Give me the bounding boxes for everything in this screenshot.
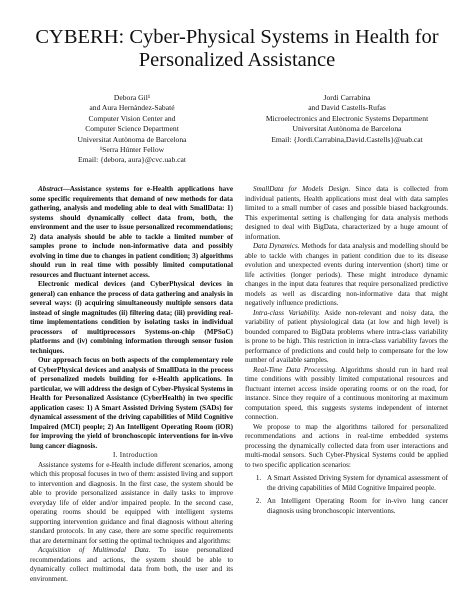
body-paragraph: Assistance systems for e-Health include different scenarios, among which this proposal focuses in two of them: assisted living and support to intervention and diagnosis. In the first case, the system should be able to provide personalized assistance in daily tasks to improve everyday life of elder and/or impaired people. In the second case, operating rooms should be equipped with intelligent systems supporting intervention guidance and final diagnosis without altering standard protocols. In any case, there are some specific requirements that are determinant for setting the optimal techniques and algorithms: bbox=[30, 460, 233, 545]
affiliation-line: Computer Vision Center and bbox=[88, 113, 176, 123]
application-list bbox=[245, 474, 448, 516]
paragraph-label: Data Dynamics. bbox=[253, 242, 300, 250]
author-line: and Aura Hernàndez-Sabaté bbox=[89, 103, 175, 113]
abstract-label: Abstract bbox=[38, 185, 63, 193]
affiliation-line: Universitat Autònoma de Barcelona bbox=[292, 124, 402, 134]
body-paragraph: We propose to map the algorithms tailored for personalized recommendations and actions in real-time embedded systems processing the dynamically collected data from user interactions and multi-modal sensors. Such Cyber-Physical Systems could be applied to two specific application scenarios: bbox=[245, 422, 448, 469]
paragraph-label: Real-Time Data Processing. bbox=[253, 365, 337, 374]
affiliation-line: Universitat Autònoma de Barcelona bbox=[77, 134, 187, 144]
list-item: 1. A Smart Assisted Driving System for dynamical assessment of the driving capabilities of Mild Cognitive Impaired people. bbox=[263, 474, 448, 493]
abstract-paragraph: Our approach focus on both aspects of the complementary role of CyberPhysical devices and analysis of SmallData in the process of personalized models building for e-Health applications. In particular, we will address the design of Cyber-Physical Systems in Health for Personalized Assistance (CyberHealth) in two specific application cases: 1) A Smart Assisted Driving System (SADs) for dynamical assessment of the driving capabilities of Mild Cognitive Impaired (MCI) people; 2) An Intelligent Operating Room (iOR) for improving the yield of bronchoscopic interventions for in-vivo lung cancer diagnosis. bbox=[30, 356, 233, 450]
abstract-paragraph: Electronic medical devices (and CyberPhysical devices in general) can enhance the process of data gathering and analysis in several ways: (i) acquiring simultaneously multiple sensors data instead of single magnitudes (ii) filtering data; (iii) providing real-time implementations condition by isolating tasks in individual processors of multiprocessors Systems-on-chip (MPSoC) platforms and (iv) combining information through sensor fusion techniques. bbox=[30, 280, 233, 355]
paragraph-label: Acquisition of Multimodal Data. bbox=[38, 546, 151, 554]
author-line: Jordi Carrabina bbox=[323, 93, 371, 102]
paragraph-text: To issue personalized recommendations and actions, the system should be able to dynamically collect multimodal data from both, the user and its environment. bbox=[30, 546, 234, 583]
left-column bbox=[30, 185, 233, 584]
abstract-text: Assistance systems for e-Health applications have some specific requirements that demand of new methods for data gathering, analysis and modeling able to deal with SmallData: 1) systems should dynamically collect data from, both, the environment and the user to issue personalized recommendations; 2) data analysis should be able to tackle a limited number of samples prone to include non-informative data and possibly evolving in time due to changes in patient condition; 3) algorithms should run in real time with possibly limited computational resources and fluctuant internet access. bbox=[30, 185, 233, 279]
body-paragraph bbox=[245, 185, 448, 242]
paper-title: CYBERH: Cyber-Physical Systems in Health for Personalized Assistance bbox=[35, 26, 439, 71]
body-paragraph bbox=[245, 309, 448, 366]
affiliation-line: Microelectronics and Electronic Systems Department bbox=[265, 113, 429, 123]
paragraph-text: Aside non-relevant and noisy data, the variability of patient physiological data (at low and high level) is bounded compared to BigData problems where intra-class variability is prone to be high. This restriction in intra-class variability favors the performance of predictions and could help to compensate for the low number of available samples. bbox=[245, 308, 448, 364]
paragraph-label: SmallData for Models Design. bbox=[253, 185, 351, 193]
author-block-right bbox=[244, 93, 450, 145]
abstract-paragraph bbox=[30, 185, 233, 280]
body-paragraph bbox=[245, 366, 448, 423]
body-paragraph bbox=[30, 546, 233, 584]
email-line: Email: {Jordi.Carrabina,David.Castells}@uab.cat bbox=[271, 134, 423, 144]
abstract-dash: — bbox=[62, 185, 70, 193]
paragraph-text: Methods for data analysis and modelling should be able to tackle with changes in patient condition due to its disease evolution and unexpected events during intervention (short) time or life activities (longer periods). These might introduce dynamic changes in the input data features that require personalized predictive models as well as discarding non-informative data that might negatively influence predictions. bbox=[245, 242, 448, 307]
author-line: and David Castells-Rufas bbox=[308, 103, 386, 113]
section-heading: I. Introduction bbox=[113, 451, 158, 459]
list-item: 2. An Intelligent Operating Room for in-vivo lung cancer diagnosis using bronchoscopic interventions. bbox=[263, 497, 448, 516]
paragraph-text: Since data is collected from individual patients, Health applications must deal with data samples limited to a small number of cases and possible biased backgrounds. This experimental setting is challenging for data analysis methods designed to deal with BigData, characterized by a huge amount of information. bbox=[245, 185, 448, 241]
paragraph-label: Intra-class Variability. bbox=[253, 308, 321, 317]
right-column bbox=[245, 185, 448, 520]
affiliation-line: ¹Serra Húnter Fellow bbox=[99, 145, 165, 155]
affiliation-line: Computer Science Department bbox=[85, 124, 179, 134]
author-block-left bbox=[32, 93, 232, 166]
body-paragraph bbox=[245, 242, 448, 309]
paragraph-text: Algorithms should run in hard real time conditions with possibly limited computational resources and fluctuant internet access inside operating rooms or on the road, for instance. Since they require of a continuous monitoring at maximum computation speed, this suggests systems independent of internet connection. bbox=[245, 365, 448, 421]
author-line: Debora Gil¹ bbox=[113, 93, 151, 102]
email-line: Email: {debora, aura}@cvc.uab.cat bbox=[77, 155, 187, 165]
